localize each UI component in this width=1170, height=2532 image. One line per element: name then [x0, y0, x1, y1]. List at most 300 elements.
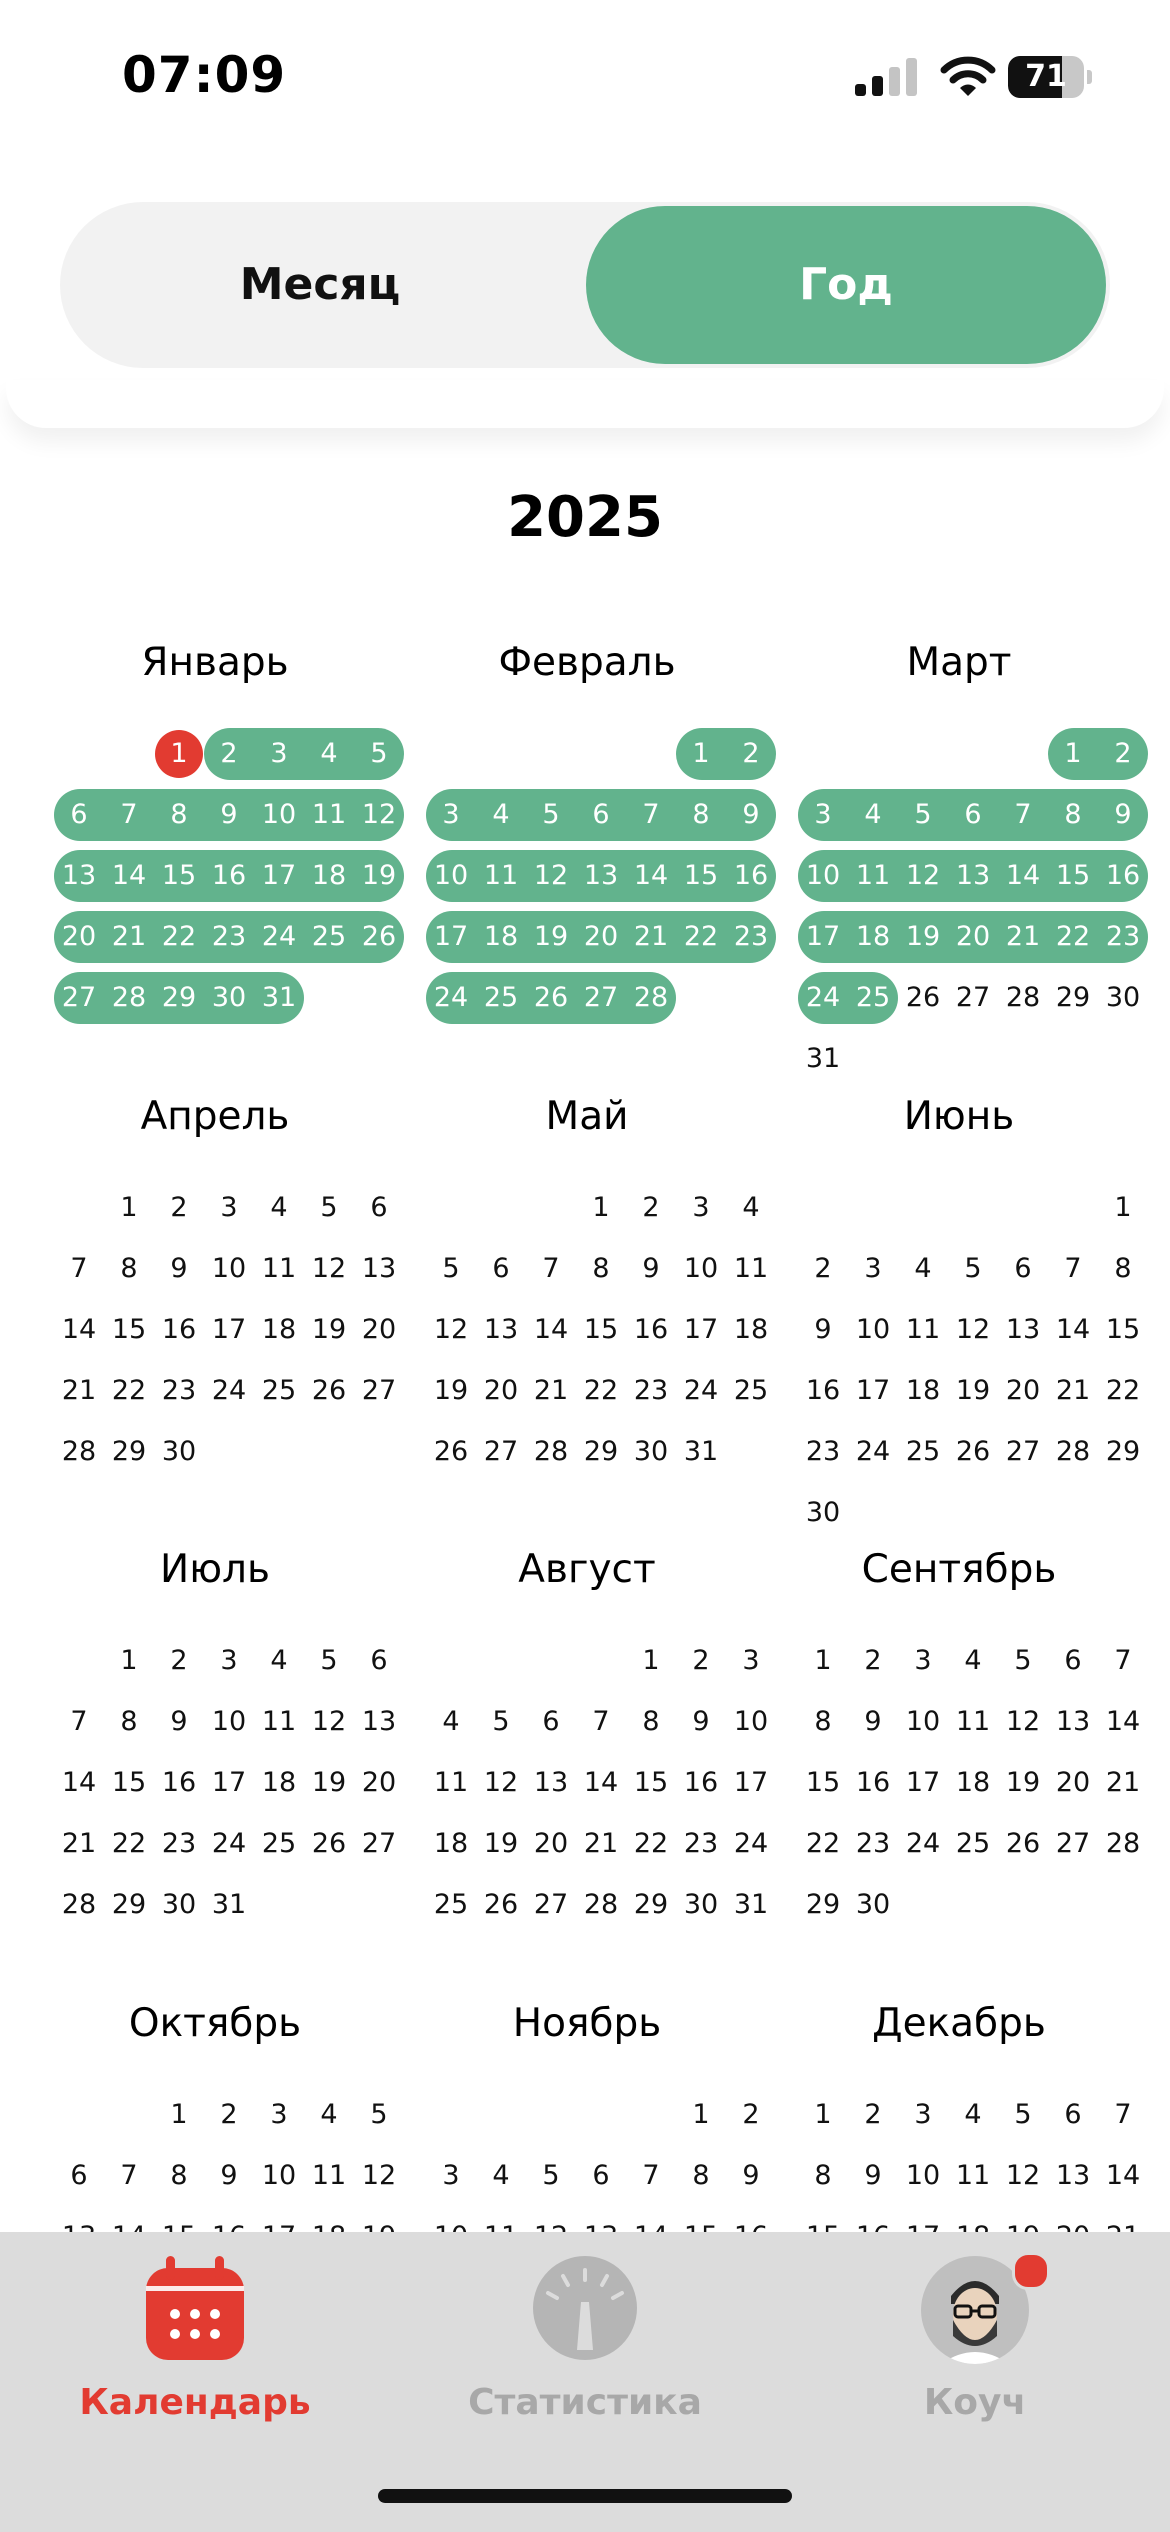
calendar-day[interactable]: 26 — [533, 982, 569, 1013]
calendar-day[interactable]: 10 — [433, 860, 469, 891]
calendar-day[interactable]: 7 — [642, 2160, 660, 2191]
calendar-day[interactable]: 5 — [542, 2160, 560, 2191]
calendar-day[interactable]: 25 — [311, 921, 347, 952]
calendar-day[interactable]: 30 — [683, 1889, 719, 1920]
month-view-button[interactable]: Месяц — [239, 259, 401, 310]
calendar-day[interactable]: 22 — [111, 1375, 147, 1406]
calendar-day[interactable]: 3 — [442, 799, 460, 830]
calendar-day[interactable]: 3 — [914, 2099, 932, 2130]
calendar-day[interactable]: 25 — [261, 1828, 297, 1859]
calendar-day[interactable]: 1 — [170, 738, 188, 769]
calendar-day[interactable]: 5 — [542, 799, 560, 830]
calendar-day[interactable]: 20 — [361, 1767, 397, 1798]
calendar-day[interactable]: 7 — [70, 1706, 88, 1737]
calendar-day[interactable]: 12 — [361, 799, 397, 830]
calendar-day[interactable]: 31 — [683, 1436, 719, 1467]
calendar-day[interactable]: 20 — [1055, 1767, 1091, 1798]
calendar-day[interactable]: 3 — [270, 738, 288, 769]
calendar-day[interactable]: 26 — [433, 1436, 469, 1467]
calendar-day[interactable]: 26 — [905, 982, 941, 1013]
calendar-day[interactable]: 4 — [270, 1645, 288, 1676]
calendar-day[interactable]: 20 — [533, 1828, 569, 1859]
calendar-day[interactable]: 6 — [70, 2160, 88, 2191]
calendar-day[interactable]: 3 — [220, 1192, 238, 1223]
calendar-day[interactable]: 23 — [855, 1828, 891, 1859]
calendar-day[interactable]: 11 — [311, 2160, 347, 2191]
calendar-day[interactable]: 8 — [642, 1706, 660, 1737]
calendar-day[interactable]: 24 — [905, 1828, 941, 1859]
calendar-day[interactable]: 10 — [211, 1706, 247, 1737]
calendar-day[interactable]: 1 — [120, 1192, 138, 1223]
calendar-day[interactable]: 21 — [61, 1375, 97, 1406]
calendar-day[interactable]: 30 — [805, 1497, 841, 1528]
calendar-day[interactable]: 19 — [483, 1828, 519, 1859]
calendar-day[interactable]: 11 — [261, 1253, 297, 1284]
calendar-day[interactable]: 15 — [805, 1767, 841, 1798]
calendar-day[interactable]: 10 — [805, 860, 841, 891]
calendar-day[interactable]: 14 — [633, 860, 669, 891]
calendar-day[interactable]: 4 — [914, 1253, 932, 1284]
calendar-day[interactable]: 9 — [1114, 799, 1132, 830]
calendar-day[interactable]: 2 — [814, 1253, 832, 1284]
calendar-day[interactable]: 19 — [533, 921, 569, 952]
calendar-day[interactable]: 12 — [361, 2160, 397, 2191]
calendar-day[interactable]: 3 — [914, 1645, 932, 1676]
calendar-day[interactable]: 1 — [692, 738, 710, 769]
calendar-day[interactable]: 17 — [805, 921, 841, 952]
calendar-day[interactable]: 10 — [905, 2160, 941, 2191]
calendar-day[interactable]: 23 — [1105, 921, 1141, 952]
calendar-day[interactable]: 14 — [533, 1314, 569, 1345]
calendar-day[interactable]: 22 — [805, 1828, 841, 1859]
calendar-day[interactable]: 21 — [633, 921, 669, 952]
calendar-day[interactable]: 8 — [120, 1706, 138, 1737]
calendar-day[interactable]: 26 — [361, 921, 397, 952]
calendar-day[interactable]: 11 — [483, 860, 519, 891]
calendar-day[interactable]: 12 — [433, 1314, 469, 1345]
calendar-day[interactable]: 27 — [361, 1828, 397, 1859]
calendar-day[interactable]: 19 — [311, 1314, 347, 1345]
calendar-day[interactable]: 23 — [733, 921, 769, 952]
calendar-day[interactable]: 29 — [805, 1889, 841, 1920]
calendar-day[interactable]: 25 — [905, 1436, 941, 1467]
calendar-day[interactable]: 22 — [111, 1828, 147, 1859]
calendar-day[interactable]: 24 — [855, 1436, 891, 1467]
calendar-day[interactable]: 7 — [542, 1253, 560, 1284]
calendar-day[interactable]: 7 — [70, 1253, 88, 1284]
calendar-day[interactable]: 9 — [864, 2160, 882, 2191]
calendar-day[interactable]: 1 — [1064, 738, 1082, 769]
calendar-day[interactable]: 9 — [692, 1706, 710, 1737]
calendar-day[interactable]: 30 — [633, 1436, 669, 1467]
calendar-day[interactable]: 5 — [492, 1706, 510, 1737]
calendar-day[interactable]: 20 — [361, 1314, 397, 1345]
calendar-day[interactable]: 25 — [955, 1828, 991, 1859]
calendar-day[interactable]: 6 — [592, 799, 610, 830]
calendar-day[interactable]: 4 — [964, 2099, 982, 2130]
calendar-day[interactable]: 8 — [170, 2160, 188, 2191]
calendar-day[interactable]: 30 — [1105, 982, 1141, 1013]
calendar-day[interactable]: 6 — [492, 1253, 510, 1284]
calendar-day[interactable]: 6 — [70, 799, 88, 830]
calendar-day[interactable]: 25 — [733, 1375, 769, 1406]
calendar-day[interactable]: 3 — [692, 1192, 710, 1223]
month-name[interactable]: Июнь — [903, 1094, 1015, 1139]
calendar-day[interactable]: 9 — [864, 1706, 882, 1737]
calendar-day[interactable]: 6 — [1064, 1645, 1082, 1676]
calendar-day[interactable]: 2 — [220, 2099, 238, 2130]
calendar-day[interactable]: 5 — [320, 1645, 338, 1676]
calendar-day[interactable]: 30 — [161, 1436, 197, 1467]
calendar-day[interactable]: 24 — [733, 1828, 769, 1859]
calendar-day[interactable]: 14 — [583, 1767, 619, 1798]
calendar-day[interactable]: 28 — [633, 982, 669, 1013]
calendar-day[interactable]: 7 — [592, 1706, 610, 1737]
calendar-day[interactable]: 20 — [583, 921, 619, 952]
calendar-day[interactable]: 5 — [320, 1192, 338, 1223]
calendar-day[interactable]: 16 — [633, 1314, 669, 1345]
calendar-day[interactable]: 19 — [905, 921, 941, 952]
calendar-day[interactable]: 9 — [642, 1253, 660, 1284]
month-name[interactable]: Март — [906, 640, 1012, 685]
calendar-day[interactable]: 5 — [914, 799, 932, 830]
calendar-day[interactable]: 12 — [1005, 2160, 1041, 2191]
calendar-day[interactable]: 27 — [533, 1889, 569, 1920]
month-name[interactable]: Февраль — [498, 640, 676, 685]
calendar-day[interactable]: 24 — [261, 921, 297, 952]
calendar-day[interactable]: 31 — [805, 1043, 841, 1074]
calendar-day[interactable]: 24 — [211, 1375, 247, 1406]
calendar-day[interactable]: 5 — [370, 738, 388, 769]
calendar-day[interactable]: 15 — [683, 860, 719, 891]
calendar-day[interactable]: 2 — [742, 738, 760, 769]
calendar-day[interactable]: 22 — [633, 1828, 669, 1859]
calendar-day[interactable]: 16 — [1105, 860, 1141, 891]
calendar-day[interactable]: 3 — [442, 2160, 460, 2191]
calendar-day[interactable]: 4 — [742, 1192, 760, 1223]
calendar-day[interactable]: 24 — [805, 982, 841, 1013]
calendar-day[interactable]: 1 — [592, 1192, 610, 1223]
calendar-day[interactable]: 24 — [433, 982, 469, 1013]
calendar-day[interactable]: 30 — [161, 1889, 197, 1920]
calendar-day[interactable]: 28 — [533, 1436, 569, 1467]
calendar-day[interactable]: 4 — [270, 1192, 288, 1223]
month-name[interactable]: Август — [518, 1547, 656, 1592]
calendar-day[interactable]: 22 — [683, 921, 719, 952]
calendar-day[interactable]: 30 — [855, 1889, 891, 1920]
calendar-day[interactable]: 4 — [442, 1706, 460, 1737]
calendar-day[interactable]: 25 — [855, 982, 891, 1013]
calendar-day[interactable]: 2 — [170, 1192, 188, 1223]
calendar-day[interactable]: 23 — [683, 1828, 719, 1859]
calendar-day[interactable]: 11 — [433, 1767, 469, 1798]
calendar-day[interactable]: 28 — [61, 1436, 97, 1467]
calendar-day[interactable]: 8 — [1114, 1253, 1132, 1284]
calendar-day[interactable]: 12 — [533, 860, 569, 891]
calendar-day[interactable]: 9 — [170, 1253, 188, 1284]
month-name[interactable]: Октябрь — [128, 2001, 302, 2046]
calendar-day[interactable]: 12 — [311, 1706, 347, 1737]
calendar-day[interactable]: 18 — [311, 860, 347, 891]
calendar-day[interactable]: 5 — [1014, 2099, 1032, 2130]
calendar-day[interactable]: 23 — [161, 1828, 197, 1859]
calendar-day[interactable]: 1 — [170, 2099, 188, 2130]
calendar-day[interactable]: 13 — [1055, 2160, 1091, 2191]
calendar-day[interactable]: 29 — [583, 1436, 619, 1467]
calendar-day[interactable]: 30 — [211, 982, 247, 1013]
calendar-day[interactable]: 19 — [1005, 1767, 1041, 1798]
calendar-day[interactable]: 10 — [733, 1706, 769, 1737]
calendar-day[interactable]: 6 — [1014, 1253, 1032, 1284]
calendar-day[interactable]: 9 — [814, 1314, 832, 1345]
month-name[interactable]: Январь — [141, 640, 289, 685]
calendar-day[interactable]: 17 — [855, 1375, 891, 1406]
calendar-day[interactable]: 14 — [111, 860, 147, 891]
calendar-day[interactable]: 18 — [433, 1828, 469, 1859]
calendar-day[interactable]: 4 — [964, 1645, 982, 1676]
calendar-day[interactable]: 4 — [492, 799, 510, 830]
calendar-day[interactable]: 25 — [261, 1375, 297, 1406]
calendar-day[interactable]: 8 — [1064, 799, 1082, 830]
calendar-day[interactable]: 13 — [583, 860, 619, 891]
calendar-day[interactable]: 14 — [61, 1767, 97, 1798]
calendar-day[interactable]: 18 — [905, 1375, 941, 1406]
calendar-day[interactable]: 31 — [261, 982, 297, 1013]
calendar-day[interactable]: 15 — [111, 1767, 147, 1798]
calendar-day[interactable]: 14 — [1105, 1706, 1141, 1737]
calendar-day[interactable]: 7 — [1114, 2099, 1132, 2130]
calendar-day[interactable]: 3 — [220, 1645, 238, 1676]
calendar-day[interactable]: 2 — [742, 2099, 760, 2130]
calendar-day[interactable]: 20 — [955, 921, 991, 952]
calendar-day[interactable]: 21 — [1105, 1767, 1141, 1798]
calendar-day[interactable]: 5 — [1014, 1645, 1032, 1676]
calendar-day[interactable]: 28 — [1055, 1436, 1091, 1467]
calendar-day[interactable]: 1 — [642, 1645, 660, 1676]
calendar-day[interactable]: 31 — [733, 1889, 769, 1920]
calendar-day[interactable]: 17 — [261, 860, 297, 891]
calendar-day[interactable]: 17 — [211, 1767, 247, 1798]
calendar-day[interactable]: 26 — [483, 1889, 519, 1920]
calendar-day[interactable]: 13 — [483, 1314, 519, 1345]
calendar-day[interactable]: 16 — [161, 1314, 197, 1345]
calendar-day[interactable]: 13 — [1005, 1314, 1041, 1345]
calendar-day[interactable]: 21 — [1055, 1375, 1091, 1406]
calendar-day[interactable]: 12 — [955, 1314, 991, 1345]
calendar-day[interactable]: 8 — [120, 1253, 138, 1284]
calendar-day[interactable]: 16 — [855, 1767, 891, 1798]
calendar-day[interactable]: 9 — [220, 2160, 238, 2191]
calendar-day[interactable]: 13 — [533, 1767, 569, 1798]
calendar-day[interactable]: 7 — [1014, 799, 1032, 830]
calendar-day[interactable]: 28 — [583, 1889, 619, 1920]
calendar-day[interactable]: 11 — [261, 1706, 297, 1737]
calendar-day[interactable]: 28 — [1005, 982, 1041, 1013]
calendar-day[interactable]: 15 — [111, 1314, 147, 1345]
tab-statistics[interactable] — [390, 2232, 780, 2462]
calendar-day[interactable]: 10 — [683, 1253, 719, 1284]
calendar-day[interactable]: 15 — [583, 1314, 619, 1345]
calendar-day[interactable]: 24 — [683, 1375, 719, 1406]
calendar-day[interactable]: 15 — [1055, 860, 1091, 891]
calendar-day[interactable]: 11 — [855, 860, 891, 891]
calendar-day[interactable]: 17 — [905, 1767, 941, 1798]
calendar-day[interactable]: 17 — [211, 1314, 247, 1345]
calendar-day[interactable]: 2 — [864, 1645, 882, 1676]
calendar-day[interactable]: 18 — [483, 921, 519, 952]
calendar-day[interactable]: 14 — [1105, 2160, 1141, 2191]
calendar-day[interactable]: 4 — [320, 2099, 338, 2130]
calendar-day[interactable]: 1 — [1114, 1192, 1132, 1223]
calendar-day[interactable]: 15 — [161, 860, 197, 891]
calendar-day[interactable]: 9 — [742, 799, 760, 830]
calendar-day[interactable]: 7 — [642, 799, 660, 830]
calendar-day[interactable]: 7 — [1064, 1253, 1082, 1284]
calendar-day[interactable]: 10 — [261, 799, 297, 830]
calendar-day[interactable]: 6 — [1064, 2099, 1082, 2130]
calendar-day[interactable]: 29 — [111, 1436, 147, 1467]
calendar-day[interactable]: 26 — [1005, 1828, 1041, 1859]
calendar-day[interactable]: 6 — [592, 2160, 610, 2191]
calendar-day[interactable]: 10 — [855, 1314, 891, 1345]
calendar-day[interactable]: 19 — [433, 1375, 469, 1406]
calendar-day[interactable]: 20 — [483, 1375, 519, 1406]
calendar-day[interactable]: 22 — [161, 921, 197, 952]
calendar-day[interactable]: 13 — [361, 1706, 397, 1737]
calendar-day[interactable]: 27 — [61, 982, 97, 1013]
month-name[interactable]: Сентябрь — [861, 1547, 1057, 1592]
calendar-day[interactable]: 21 — [61, 1828, 97, 1859]
calendar-day[interactable]: 18 — [261, 1314, 297, 1345]
calendar-day[interactable]: 9 — [170, 1706, 188, 1737]
calendar-day[interactable]: 14 — [1005, 860, 1041, 891]
calendar-day[interactable]: 12 — [483, 1767, 519, 1798]
calendar-day[interactable]: 26 — [955, 1436, 991, 1467]
month-name[interactable]: Май — [545, 1094, 629, 1139]
calendar-day[interactable]: 12 — [311, 1253, 347, 1284]
calendar-day[interactable]: 27 — [361, 1375, 397, 1406]
tab-coach[interactable] — [780, 2232, 1170, 2462]
calendar-day[interactable]: 21 — [583, 1828, 619, 1859]
calendar-day[interactable]: 26 — [311, 1828, 347, 1859]
calendar-day[interactable]: 25 — [433, 1889, 469, 1920]
calendar-day[interactable]: 13 — [361, 1253, 397, 1284]
calendar-day[interactable]: 1 — [692, 2099, 710, 2130]
calendar-day[interactable]: 8 — [814, 2160, 832, 2191]
calendar-day[interactable]: 16 — [161, 1767, 197, 1798]
month-name[interactable]: Апрель — [140, 1094, 290, 1139]
month-name[interactable]: Ноябрь — [512, 2001, 662, 2046]
calendar-day[interactable]: 29 — [633, 1889, 669, 1920]
calendar-day[interactable]: 21 — [1005, 921, 1041, 952]
calendar-day[interactable]: 16 — [683, 1767, 719, 1798]
calendar-day[interactable]: 9 — [220, 799, 238, 830]
calendar-day[interactable]: 25 — [483, 982, 519, 1013]
calendar-day[interactable]: 6 — [964, 799, 982, 830]
calendar-day[interactable]: 4 — [492, 2160, 510, 2191]
calendar-day[interactable]: 2 — [1114, 738, 1132, 769]
calendar-day[interactable]: 14 — [1055, 1314, 1091, 1345]
calendar-day[interactable]: 26 — [311, 1375, 347, 1406]
calendar-day[interactable]: 18 — [955, 1767, 991, 1798]
calendar-day[interactable]: 11 — [311, 799, 347, 830]
calendar-day[interactable]: 7 — [120, 2160, 138, 2191]
calendar-day[interactable]: 23 — [211, 921, 247, 952]
calendar-day[interactable]: 10 — [261, 2160, 297, 2191]
calendar-day[interactable]: 4 — [864, 799, 882, 830]
calendar-day[interactable]: 8 — [592, 1253, 610, 1284]
calendar-day[interactable]: 3 — [270, 2099, 288, 2130]
calendar-day[interactable]: 20 — [1005, 1375, 1041, 1406]
calendar-day[interactable]: 17 — [733, 1767, 769, 1798]
calendar-day[interactable]: 2 — [864, 2099, 882, 2130]
calendar-day[interactable]: 18 — [855, 921, 891, 952]
calendar-day[interactable]: 16 — [211, 860, 247, 891]
tab-calendar[interactable] — [0, 2232, 390, 2462]
calendar-day[interactable]: 9 — [742, 2160, 760, 2191]
calendar-day[interactable]: 29 — [1055, 982, 1091, 1013]
calendar-day[interactable]: 6 — [542, 1706, 560, 1737]
calendar-day[interactable]: 24 — [211, 1828, 247, 1859]
year-view-button[interactable]: Год — [586, 206, 1106, 364]
calendar-day[interactable]: 6 — [370, 1192, 388, 1223]
calendar-day[interactable]: 19 — [311, 1767, 347, 1798]
calendar-day[interactable]: 11 — [733, 1253, 769, 1284]
calendar-day[interactable]: 31 — [211, 1889, 247, 1920]
calendar-day[interactable]: 29 — [111, 1889, 147, 1920]
calendar-day[interactable]: 4 — [320, 738, 338, 769]
calendar-day[interactable]: 21 — [533, 1375, 569, 1406]
calendar-day[interactable]: 8 — [692, 799, 710, 830]
calendar-day[interactable]: 15 — [633, 1767, 669, 1798]
calendar-day[interactable]: 22 — [1055, 921, 1091, 952]
calendar-day[interactable]: 12 — [905, 860, 941, 891]
calendar-day[interactable]: 22 — [583, 1375, 619, 1406]
calendar-day[interactable]: 7 — [1114, 1645, 1132, 1676]
calendar-day[interactable]: 1 — [120, 1645, 138, 1676]
calendar-day[interactable]: 23 — [161, 1375, 197, 1406]
calendar-day[interactable]: 19 — [361, 860, 397, 891]
calendar-day[interactable]: 18 — [261, 1767, 297, 1798]
calendar-day[interactable]: 2 — [642, 1192, 660, 1223]
calendar-day[interactable]: 11 — [955, 2160, 991, 2191]
calendar-day[interactable]: 8 — [170, 799, 188, 830]
calendar-day[interactable]: 5 — [964, 1253, 982, 1284]
calendar-day[interactable]: 2 — [692, 1645, 710, 1676]
calendar-day[interactable]: 11 — [955, 1706, 991, 1737]
calendar-day[interactable]: 27 — [583, 982, 619, 1013]
calendar-day[interactable]: 3 — [814, 799, 832, 830]
calendar-day[interactable]: 23 — [805, 1436, 841, 1467]
calendar-day[interactable]: 29 — [161, 982, 197, 1013]
calendar-day[interactable]: 28 — [1105, 1828, 1141, 1859]
calendar-day[interactable]: 1 — [814, 1645, 832, 1676]
calendar-day[interactable]: 6 — [370, 1645, 388, 1676]
calendar-day[interactable]: 17 — [433, 921, 469, 952]
calendar-day[interactable]: 16 — [733, 860, 769, 891]
calendar-day[interactable]: 16 — [805, 1375, 841, 1406]
calendar-day[interactable]: 5 — [442, 1253, 460, 1284]
calendar-day[interactable]: 7 — [120, 799, 138, 830]
calendar-day[interactable]: 19 — [955, 1375, 991, 1406]
calendar-day[interactable]: 3 — [864, 1253, 882, 1284]
calendar-day[interactable]: 10 — [211, 1253, 247, 1284]
calendar-day[interactable]: 27 — [1055, 1828, 1091, 1859]
calendar-day[interactable]: 22 — [1105, 1375, 1141, 1406]
calendar-day[interactable]: 27 — [483, 1436, 519, 1467]
calendar-day[interactable]: 8 — [692, 2160, 710, 2191]
calendar-day[interactable]: 8 — [814, 1706, 832, 1737]
